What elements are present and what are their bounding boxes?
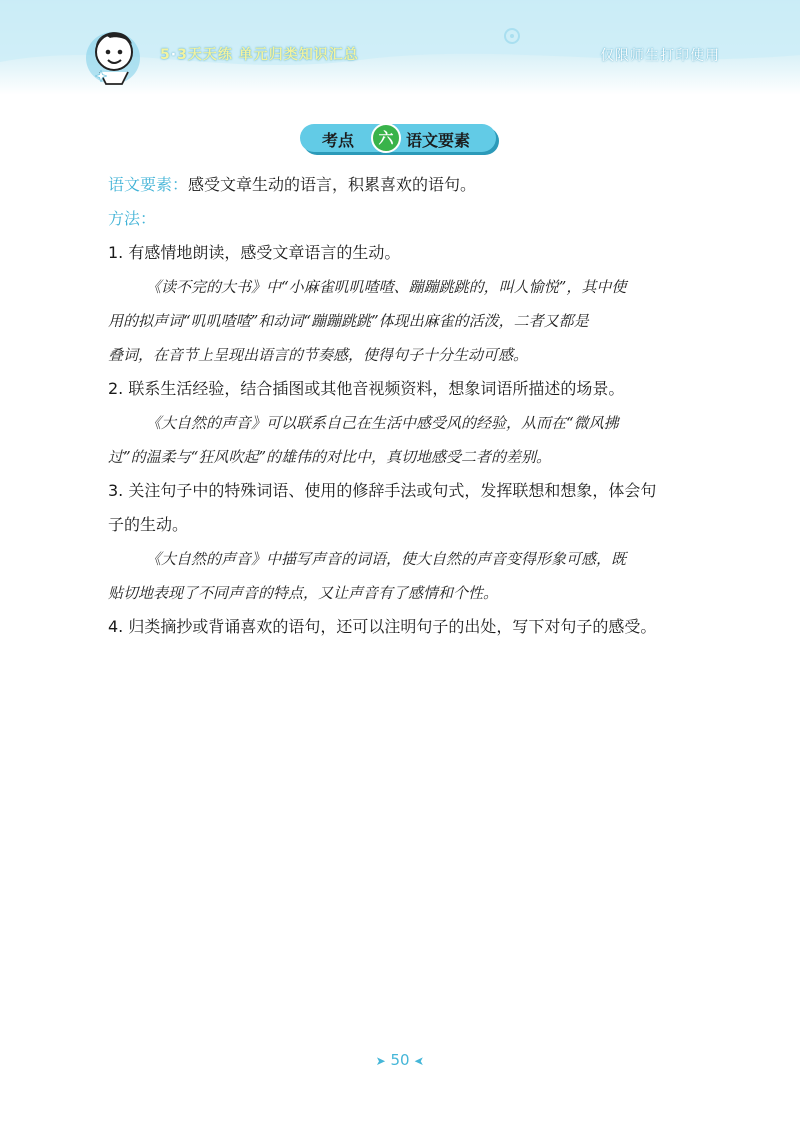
right-arrow-icon: ➤ bbox=[414, 1054, 425, 1068]
intro-line bbox=[108, 168, 718, 202]
method-label: 方法： bbox=[108, 209, 157, 228]
example-line: 《大自然的声音》中描写声音的词语，使大自然的声音变得形象可感，既 bbox=[146, 550, 627, 568]
intro-text: 感受文章生动的语言，积累喜欢的语句。 bbox=[188, 175, 477, 194]
method-item-number: 1. bbox=[108, 243, 124, 262]
method-item-text bbox=[108, 236, 718, 270]
print-notice: 仅限师生打印使用 bbox=[600, 48, 720, 64]
section-number-badge: 六 bbox=[371, 123, 401, 153]
page-number-value: 50 bbox=[390, 1051, 410, 1069]
main-content bbox=[108, 168, 718, 644]
star-icon bbox=[95, 70, 107, 82]
example-line: 贴切地表现了不同声音的特点，又让声音有了感情和个性。 bbox=[108, 584, 499, 602]
method-item-line: 关注句子中的特殊词语、使用的修辞手法或句式，发挥联想和想象，体会句 bbox=[128, 481, 657, 500]
section-tag bbox=[300, 124, 500, 156]
example-line: 过”的温柔与“狂风吹起”的雄伟的对比中，真切地感受二者的差别。 bbox=[108, 448, 552, 466]
example-line: 《读不完的大书》中“小麻雀叽叽喳喳、蹦蹦跳跳的，叫人愉悦”，其中使 bbox=[146, 278, 627, 296]
section-tag-title: 语文要素 bbox=[406, 131, 471, 150]
method-item-line: 联系生活经验，结合插图或其他音视频资料，想象词语所描述的场景。 bbox=[128, 379, 625, 398]
method-item-continuation: 子的生动。 bbox=[108, 515, 189, 534]
method-item-number: 4. bbox=[108, 617, 124, 636]
method-item-number: 2. bbox=[108, 379, 124, 398]
method-item-text bbox=[108, 372, 718, 406]
method-item-line: 归类摘抄或背诵喜欢的语句，还可以注明句子的出处，写下对句子的感受。 bbox=[128, 617, 657, 636]
method-item-text bbox=[108, 610, 718, 644]
method-item-number: 3. bbox=[108, 481, 124, 500]
example-line: 用的拟声词“叽叽喳喳”和动词“蹦蹦跳跳”体现出麻雀的活泼，二者又都是 bbox=[108, 312, 589, 330]
series-brand: 5·3天天练 单元归类知识汇总 bbox=[160, 47, 359, 63]
method-item-text bbox=[108, 474, 718, 508]
section-tag-left-label: 考点 bbox=[322, 131, 355, 150]
left-arrow-icon: ➤ bbox=[375, 1054, 386, 1068]
intro-key: 语文要素： bbox=[108, 175, 189, 194]
page-number bbox=[0, 1051, 800, 1069]
example-line: 《大自然的声音》可以联系自己在生活中感受风的经验，从而在“微风拂 bbox=[146, 414, 619, 432]
mascot-icon bbox=[80, 18, 146, 90]
example-line: 叠词，在音节上呈现出语言的节奏感，使得句子十分生动可感。 bbox=[108, 346, 529, 364]
method-item bbox=[108, 236, 718, 372]
method-item-line: 有感情地朗读，感受文章语言的生动。 bbox=[128, 243, 401, 262]
method-item bbox=[108, 372, 718, 474]
method-item bbox=[108, 610, 718, 644]
method-item bbox=[108, 474, 718, 610]
